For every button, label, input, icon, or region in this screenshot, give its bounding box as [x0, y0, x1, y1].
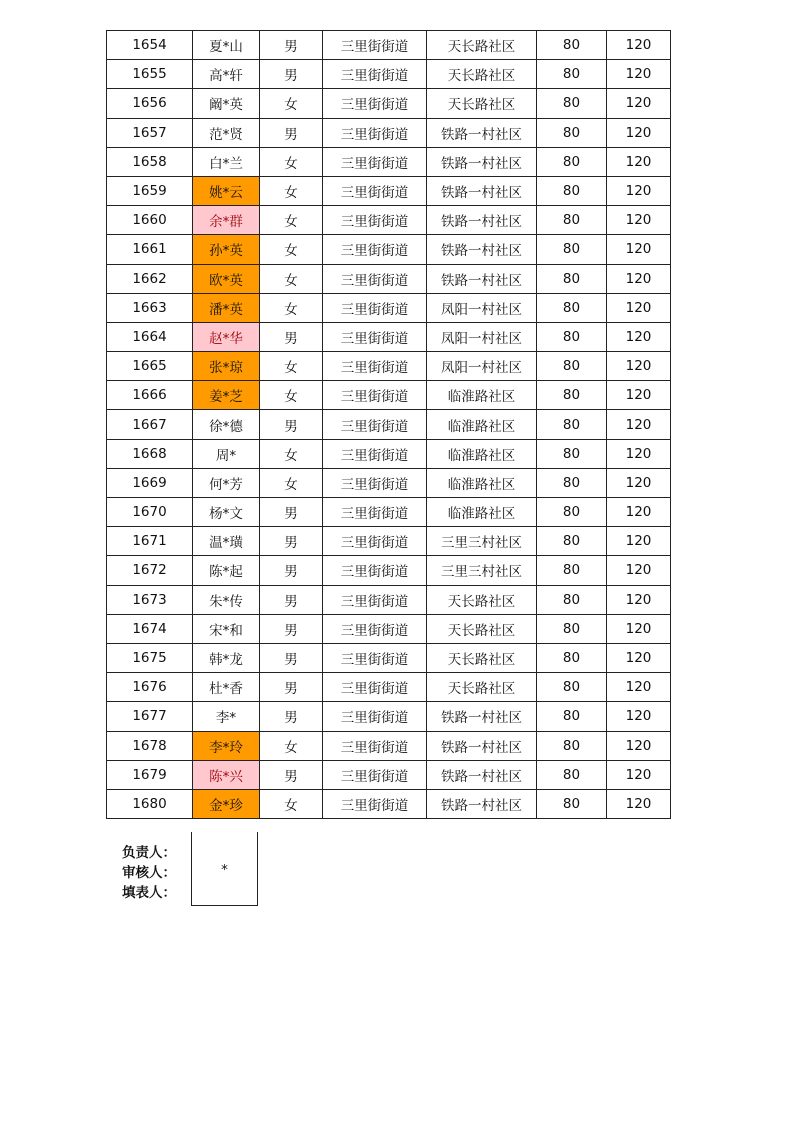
- cell-value-2: 120: [607, 468, 671, 497]
- cell-name: 徐*德: [193, 410, 260, 439]
- cell-street: 三里街街道: [323, 410, 427, 439]
- table-row: [107, 118, 671, 147]
- cell-value-1: 80: [537, 702, 607, 731]
- cell-community: 临淮路社区: [427, 498, 537, 527]
- table-row: [107, 614, 671, 643]
- cell-community: 铁路一村社区: [427, 206, 537, 235]
- cell-community: 铁路一村社区: [427, 235, 537, 264]
- table-row: [107, 585, 671, 614]
- cell-name: 夏*山: [193, 31, 260, 60]
- cell-street: 三里街街道: [323, 702, 427, 731]
- table-row: [107, 439, 671, 468]
- table-row: [107, 410, 671, 439]
- cell-street: 三里街街道: [323, 556, 427, 585]
- cell-gender: 女: [260, 789, 323, 818]
- cell-value-2: 120: [607, 60, 671, 89]
- cell-community: 铁路一村社区: [427, 118, 537, 147]
- cell-value-2: 120: [607, 176, 671, 205]
- cell-name: 潘*英: [193, 293, 260, 322]
- cell-value-2: 120: [607, 702, 671, 731]
- cell-value-1: 80: [537, 60, 607, 89]
- cell-id: 1673: [107, 585, 193, 614]
- cell-value-1: 80: [537, 147, 607, 176]
- cell-value-2: 120: [607, 760, 671, 789]
- cell-street: 三里街街道: [323, 176, 427, 205]
- cell-value-2: 120: [607, 439, 671, 468]
- cell-value-1: 80: [537, 789, 607, 818]
- cell-value-2: 120: [607, 381, 671, 410]
- cell-community: 铁路一村社区: [427, 731, 537, 760]
- cell-id: 1654: [107, 31, 193, 60]
- cell-id: 1672: [107, 556, 193, 585]
- cell-id: 1661: [107, 235, 193, 264]
- cell-value-2: 120: [607, 118, 671, 147]
- roster-body: [107, 31, 671, 819]
- table-row: [107, 556, 671, 585]
- table-row: [107, 352, 671, 381]
- cell-name: 温*璜: [193, 527, 260, 556]
- cell-gender: 女: [260, 206, 323, 235]
- cell-value-1: 80: [537, 468, 607, 497]
- cell-name: 赵*华: [193, 322, 260, 351]
- cell-street: 三里街街道: [323, 322, 427, 351]
- cell-gender: 男: [260, 118, 323, 147]
- cell-name: 余*群: [193, 206, 260, 235]
- cell-id: 1657: [107, 118, 193, 147]
- cell-value-2: 120: [607, 322, 671, 351]
- cell-value-2: 120: [607, 789, 671, 818]
- cell-street: 三里街街道: [323, 673, 427, 702]
- cell-id: 1669: [107, 468, 193, 497]
- cell-id: 1680: [107, 789, 193, 818]
- cell-community: 天长路社区: [427, 60, 537, 89]
- cell-value-2: 120: [607, 264, 671, 293]
- cell-value-1: 80: [537, 614, 607, 643]
- table-row: [107, 60, 671, 89]
- cell-name: 范*贤: [193, 118, 260, 147]
- cell-community: 天长路社区: [427, 614, 537, 643]
- cell-gender: 女: [260, 381, 323, 410]
- cell-community: 天长路社区: [427, 585, 537, 614]
- cell-gender: 女: [260, 352, 323, 381]
- table-row: [107, 760, 671, 789]
- cell-value-2: 120: [607, 614, 671, 643]
- cell-street: 三里街街道: [323, 31, 427, 60]
- cell-value-1: 80: [537, 235, 607, 264]
- cell-community: 铁路一村社区: [427, 702, 537, 731]
- cell-community: 三里三村社区: [427, 527, 537, 556]
- reviewer-label: 审核人：: [122, 865, 176, 881]
- cell-value-2: 120: [607, 31, 671, 60]
- cell-value-1: 80: [537, 176, 607, 205]
- cell-gender: 男: [260, 556, 323, 585]
- cell-name: 杨*文: [193, 498, 260, 527]
- cell-gender: 女: [260, 176, 323, 205]
- cell-value-1: 80: [537, 731, 607, 760]
- cell-id: 1662: [107, 264, 193, 293]
- cell-value-2: 120: [607, 673, 671, 702]
- cell-name: 李*玲: [193, 731, 260, 760]
- cell-value-1: 80: [537, 498, 607, 527]
- table-row: [107, 673, 671, 702]
- cell-street: 三里街街道: [323, 206, 427, 235]
- cell-community: 凤阳一村社区: [427, 352, 537, 381]
- cell-gender: 男: [260, 585, 323, 614]
- cell-community: 天长路社区: [427, 89, 537, 118]
- cell-community: 临淮路社区: [427, 381, 537, 410]
- cell-value-1: 80: [537, 643, 607, 672]
- cell-gender: 男: [260, 643, 323, 672]
- cell-name: 韩*龙: [193, 643, 260, 672]
- cell-street: 三里街街道: [323, 643, 427, 672]
- cell-gender: 女: [260, 731, 323, 760]
- table-row: [107, 702, 671, 731]
- cell-name: 陈*兴: [193, 760, 260, 789]
- cell-community: 临淮路社区: [427, 439, 537, 468]
- cell-name: 金*珍: [193, 789, 260, 818]
- cell-value-2: 120: [607, 89, 671, 118]
- cell-name: 何*芳: [193, 468, 260, 497]
- cell-street: 三里街街道: [323, 614, 427, 643]
- cell-community: 铁路一村社区: [427, 176, 537, 205]
- cell-value-1: 80: [537, 118, 607, 147]
- cell-community: 铁路一村社区: [427, 147, 537, 176]
- cell-name: 周*: [193, 439, 260, 468]
- cell-gender: 女: [260, 89, 323, 118]
- filler-label: 填表人：: [122, 885, 176, 901]
- cell-value-2: 120: [607, 206, 671, 235]
- cell-value-1: 80: [537, 760, 607, 789]
- cell-community: 临淮路社区: [427, 468, 537, 497]
- cell-value-1: 80: [537, 439, 607, 468]
- cell-gender: 女: [260, 235, 323, 264]
- table-row: [107, 89, 671, 118]
- cell-id: 1660: [107, 206, 193, 235]
- cell-street: 三里街街道: [323, 527, 427, 556]
- cell-id: 1665: [107, 352, 193, 381]
- cell-name: 李*: [193, 702, 260, 731]
- cell-id: 1674: [107, 614, 193, 643]
- table-row: [107, 643, 671, 672]
- cell-value-1: 80: [537, 31, 607, 60]
- cell-value-2: 120: [607, 731, 671, 760]
- cell-community: 凤阳一村社区: [427, 322, 537, 351]
- cell-id: 1664: [107, 322, 193, 351]
- table-row: [107, 235, 671, 264]
- cell-gender: 女: [260, 147, 323, 176]
- cell-id: 1666: [107, 381, 193, 410]
- cell-community: 铁路一村社区: [427, 789, 537, 818]
- cell-id: 1678: [107, 731, 193, 760]
- cell-id: 1675: [107, 643, 193, 672]
- cell-name: 宋*和: [193, 614, 260, 643]
- cell-value-1: 80: [537, 293, 607, 322]
- cell-gender: 男: [260, 527, 323, 556]
- cell-name: 姚*云: [193, 176, 260, 205]
- signature-box: [191, 832, 258, 906]
- cell-value-1: 80: [537, 527, 607, 556]
- cell-name: 阚*英: [193, 89, 260, 118]
- cell-value-1: 80: [537, 556, 607, 585]
- cell-value-2: 120: [607, 498, 671, 527]
- cell-community: 临淮路社区: [427, 410, 537, 439]
- cell-name: 陈*起: [193, 556, 260, 585]
- cell-street: 三里街街道: [323, 60, 427, 89]
- cell-community: 凤阳一村社区: [427, 293, 537, 322]
- signature-box-value: *: [221, 862, 228, 878]
- cell-value-1: 80: [537, 381, 607, 410]
- cell-street: 三里街街道: [323, 585, 427, 614]
- cell-name: 杜*香: [193, 673, 260, 702]
- table-row: [107, 381, 671, 410]
- cell-gender: 男: [260, 498, 323, 527]
- cell-gender: 男: [260, 673, 323, 702]
- cell-name: 姜*芝: [193, 381, 260, 410]
- cell-street: 三里街街道: [323, 293, 427, 322]
- cell-id: 1667: [107, 410, 193, 439]
- cell-community: 铁路一村社区: [427, 760, 537, 789]
- cell-street: 三里街街道: [323, 118, 427, 147]
- cell-id: 1677: [107, 702, 193, 731]
- cell-street: 三里街街道: [323, 498, 427, 527]
- table-row: [107, 322, 671, 351]
- cell-gender: 男: [260, 60, 323, 89]
- cell-id: 1656: [107, 89, 193, 118]
- cell-community: 天长路社区: [427, 31, 537, 60]
- cell-gender: 男: [260, 702, 323, 731]
- cell-community: 铁路一村社区: [427, 264, 537, 293]
- cell-name: 欧*英: [193, 264, 260, 293]
- cell-value-1: 80: [537, 89, 607, 118]
- table-row: [107, 731, 671, 760]
- cell-value-2: 120: [607, 352, 671, 381]
- cell-value-1: 80: [537, 673, 607, 702]
- table-row: [107, 789, 671, 818]
- table-row: [107, 147, 671, 176]
- cell-id: 1670: [107, 498, 193, 527]
- table-row: [107, 498, 671, 527]
- table-row: [107, 293, 671, 322]
- cell-name: 张*琼: [193, 352, 260, 381]
- cell-value-1: 80: [537, 206, 607, 235]
- cell-street: 三里街街道: [323, 789, 427, 818]
- cell-street: 三里街街道: [323, 89, 427, 118]
- cell-gender: 男: [260, 31, 323, 60]
- cell-street: 三里街街道: [323, 468, 427, 497]
- cell-street: 三里街街道: [323, 760, 427, 789]
- table-row: [107, 206, 671, 235]
- cell-gender: 男: [260, 760, 323, 789]
- table-row: [107, 176, 671, 205]
- cell-id: 1659: [107, 176, 193, 205]
- cell-street: 三里街街道: [323, 439, 427, 468]
- cell-gender: 女: [260, 264, 323, 293]
- roster-table: [106, 30, 671, 819]
- cell-value-2: 120: [607, 556, 671, 585]
- table-row: [107, 31, 671, 60]
- cell-street: 三里街街道: [323, 381, 427, 410]
- cell-name: 朱*传: [193, 585, 260, 614]
- cell-id: 1658: [107, 147, 193, 176]
- cell-value-1: 80: [537, 264, 607, 293]
- table-row: [107, 264, 671, 293]
- cell-value-2: 120: [607, 293, 671, 322]
- table-row: [107, 468, 671, 497]
- cell-id: 1676: [107, 673, 193, 702]
- cell-street: 三里街街道: [323, 352, 427, 381]
- cell-community: 天长路社区: [427, 643, 537, 672]
- cell-value-1: 80: [537, 410, 607, 439]
- cell-value-2: 120: [607, 410, 671, 439]
- cell-id: 1663: [107, 293, 193, 322]
- cell-community: 三里三村社区: [427, 556, 537, 585]
- cell-gender: 女: [260, 439, 323, 468]
- cell-value-1: 80: [537, 322, 607, 351]
- cell-street: 三里街街道: [323, 731, 427, 760]
- cell-id: 1668: [107, 439, 193, 468]
- cell-community: 天长路社区: [427, 673, 537, 702]
- cell-name: 高*轩: [193, 60, 260, 89]
- cell-value-1: 80: [537, 352, 607, 381]
- table-row: [107, 527, 671, 556]
- cell-street: 三里街街道: [323, 264, 427, 293]
- signature-labels: [122, 843, 176, 903]
- responsible-label: 负责人：: [122, 845, 176, 861]
- cell-id: 1679: [107, 760, 193, 789]
- cell-name: 孙*英: [193, 235, 260, 264]
- cell-gender: 女: [260, 293, 323, 322]
- cell-street: 三里街街道: [323, 147, 427, 176]
- cell-gender: 女: [260, 468, 323, 497]
- cell-value-2: 120: [607, 527, 671, 556]
- cell-value-1: 80: [537, 585, 607, 614]
- cell-gender: 男: [260, 614, 323, 643]
- cell-name: 白*兰: [193, 147, 260, 176]
- cell-id: 1671: [107, 527, 193, 556]
- cell-value-2: 120: [607, 147, 671, 176]
- cell-value-2: 120: [607, 235, 671, 264]
- cell-street: 三里街街道: [323, 235, 427, 264]
- cell-value-2: 120: [607, 585, 671, 614]
- cell-value-2: 120: [607, 643, 671, 672]
- cell-id: 1655: [107, 60, 193, 89]
- cell-gender: 男: [260, 410, 323, 439]
- cell-gender: 男: [260, 322, 323, 351]
